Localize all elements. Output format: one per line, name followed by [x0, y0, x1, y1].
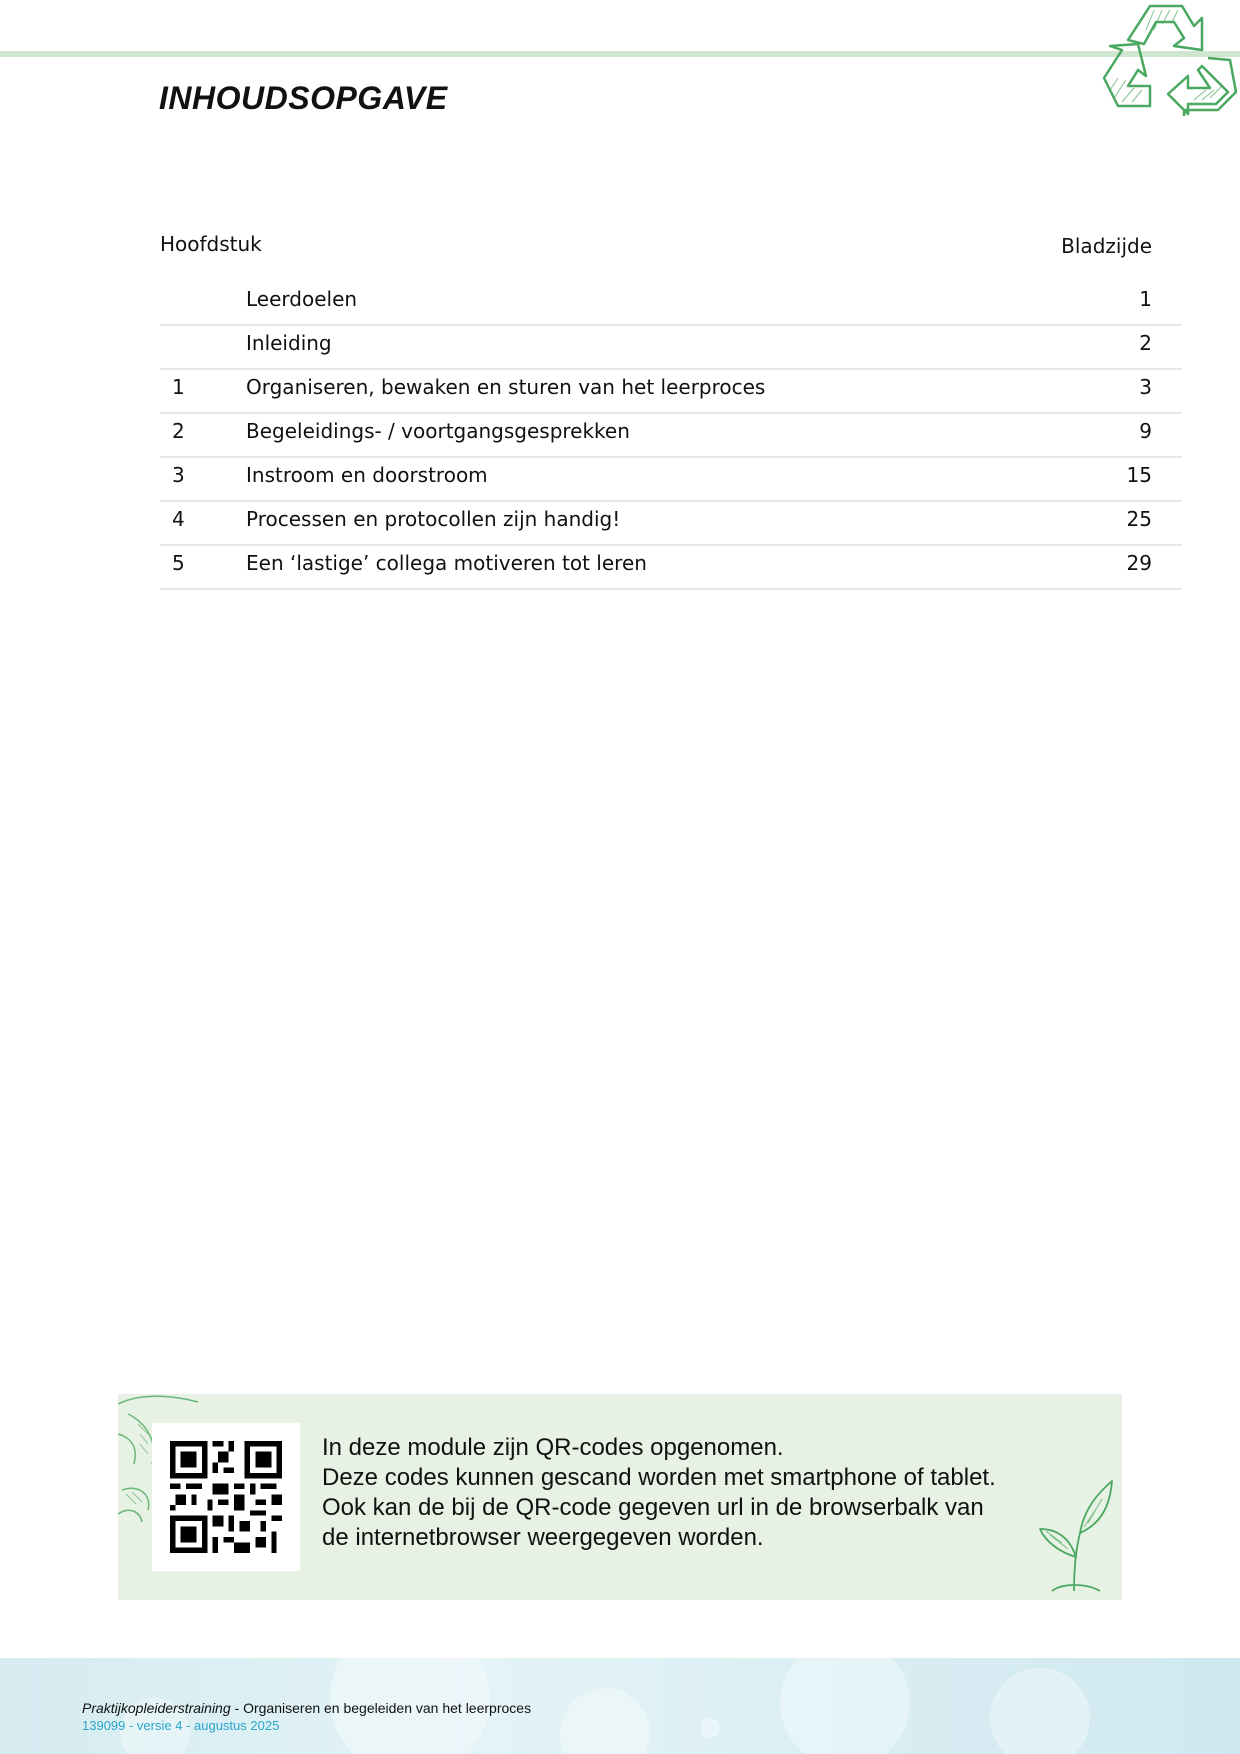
toc-row[interactable] [160, 503, 1182, 546]
toc-row-page: 15 [1126, 463, 1152, 487]
toc-row[interactable] [160, 459, 1182, 502]
toc-header-page: Bladzijde [1061, 234, 1152, 258]
footer-course: Praktijkopleiderstraining [82, 1700, 231, 1716]
toc-row[interactable] [160, 327, 1182, 370]
qr-info-line: In deze module zijn QR-codes opgenomen. [322, 1434, 784, 1461]
qr-info-text [322, 1433, 996, 1553]
toc-row-number: 5 [172, 551, 185, 575]
toc-row-title: Organiseren, bewaken en sturen van het leerproces [246, 375, 766, 399]
toc-row-page: 25 [1126, 507, 1152, 531]
header-rule [0, 51, 1240, 57]
toc-header [160, 228, 1152, 258]
toc-header-chapter: Hoofdstuk [160, 232, 262, 256]
footer-course-line [82, 1700, 531, 1716]
toc-row-title: Instroom en doorstroom [246, 463, 488, 487]
qr-info-line: Ook kan de bij de QR-code gegeven url in de browserbalk van [322, 1494, 984, 1521]
footer-module: Organiseren en begeleiden van het leerproces [243, 1700, 532, 1716]
qr-info-line: Deze codes kunnen gescand worden met smartphone of tablet. [322, 1464, 996, 1491]
page-title: INHOUDSOPGAVE [159, 80, 448, 116]
toc-row-page: 2 [1139, 331, 1152, 355]
toc-row[interactable] [160, 415, 1182, 458]
qr-code-icon [170, 1441, 282, 1553]
toc-row[interactable] [160, 283, 1182, 326]
toc-row-page: 9 [1139, 419, 1152, 443]
toc-row-title: Inleiding [246, 331, 332, 355]
toc-row-number: 2 [172, 419, 185, 443]
toc-row[interactable] [160, 547, 1182, 590]
footer-separator: - [230, 1700, 244, 1716]
toc-row-number: 3 [172, 463, 185, 487]
toc-row-page: 29 [1126, 551, 1152, 575]
toc-row[interactable] [160, 371, 1182, 414]
qr-info-line: de internetbrowser weergegeven worden. [322, 1524, 764, 1551]
toc-row-title: Processen en protocollen zijn handig! [246, 507, 621, 531]
toc-row-page: 1 [1139, 287, 1152, 311]
toc-row-page: 3 [1139, 375, 1152, 399]
toc-row-title: Leerdoelen [246, 287, 358, 311]
toc-row-number: 4 [172, 507, 185, 531]
qr-info-box [118, 1394, 1122, 1600]
footer-version: 139099 - versie 4 - augustus 2025 [82, 1718, 280, 1733]
recycle-icon [1098, 0, 1240, 116]
toc-row-title: Begeleidings- / voortgangsgesprekken [246, 419, 630, 443]
toc-row-number: 1 [172, 375, 185, 399]
sprout-icon [1038, 1479, 1114, 1593]
qr-code-card [152, 1423, 300, 1571]
toc-row-title: Een ‘lastige’ collega motiveren tot leren [246, 551, 647, 575]
table-of-contents [160, 283, 1182, 591]
